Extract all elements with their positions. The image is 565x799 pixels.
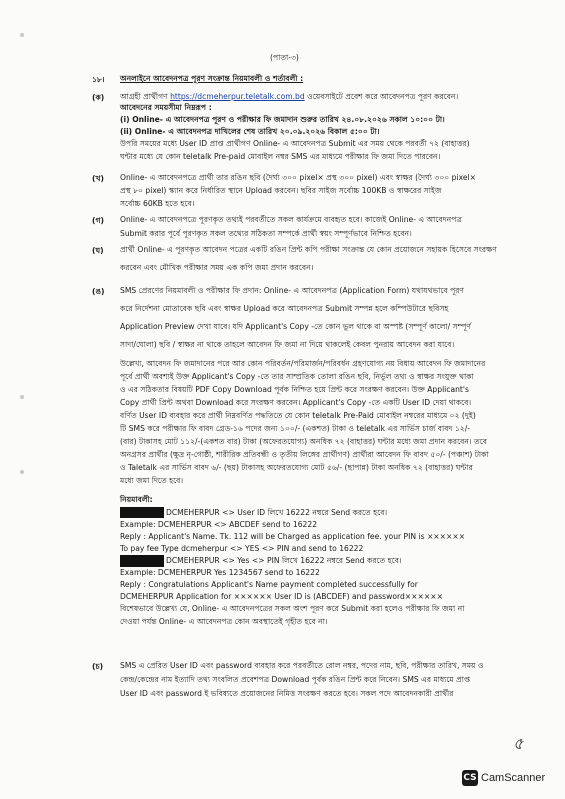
uma-p1-line: করে নির্দেশনা মোতাবেক ছবি এবং স্বাক্ষর Upload করে আবেদনপত্র Submit সম্পন্ন হলে কম্পিউটারে ছবিসহ — [120, 304, 449, 313]
punch-hole — [20, 470, 24, 474]
camscanner-watermark: CamScanner — [481, 772, 546, 784]
uma-p2-line: পূর্বে প্রার্থী অবশ্যই উক্ত Applicant's Copy -তে তার সাম্প্রতিক তোলা রঙিন ছবি, নির্ভুল তথ্য ও স্বাক্ষর সংযুক্ত থাকা — [120, 372, 474, 381]
rule-line: Example: DCMEHERPUR <> ABCDEF send to 16222 — [120, 520, 318, 529]
uma-p1-line: Application Preview দেখা যাবে। যদি Applicant's Copy -তে কোন ভুল থাকে বা অস্পষ্ট (সম্পূর্ণ কালো/ সম্পূর্ণ — [120, 322, 472, 331]
uma-p2-line: Copy প্রার্থী প্রিন্ট অথবা Download করে সংরক্ষণ করবেন। Applicant's Copy -তে একটি User ID দেয়া থাকবে। — [120, 398, 472, 407]
uma-p2-line: টি SMS করে পরীক্ষার ফি বাবদ গ্রেড-১৬ পদের জন্য ১০০/- (একশত) টাকা ও teletalk এর সার্ভিস চার্জ বাবদ ১২/- — [120, 424, 470, 433]
deadline-start: (i) Online- এ আবেদনপত্র পূরণ ও পরীক্ষার ফি জমাদান শুরুর তারিখ ২৪.০৮.২০২৬ সকাল ১০:০০ টা। — [120, 115, 445, 124]
item-label-cha: (চ) — [92, 662, 104, 671]
rule-line: Reply : Applicant's Name. Tk. 112 will be Charged as application fee. your PIN is ×××××× — [120, 532, 466, 541]
ka-line1-post: ওয়েবসাইটে প্রবেশ করে আবেদনপত্র পূরণ করবেন। — [307, 92, 459, 101]
ka-note-line1: উপরি সময়ের মধ্যে User ID প্রাপ্ত প্রার্থীগণ Online- এ আবেদনপত্র Submit এর সময় থেকে পরবর্তী ৭২ (বাহাত্তর) — [120, 139, 470, 148]
rule-line: বিশেষভাবে উল্লেখ্য যে, Online- এ আবেদনপত্রের সকল অংশ পূরণ করে Submit করা হলেও পরীক্ষার ফি জমা না — [120, 604, 465, 613]
rule-line: দেওয়া পর্যন্ত Online- এ আবেদনপত্র কোন অবস্থাতেই গৃহীত হবে না। — [120, 617, 328, 626]
rule-line: Reply : Congratulations Applicant's Name payment completed successfully for — [120, 580, 418, 589]
punch-hole — [20, 395, 24, 399]
cha-line2: কেন্দ্র/কেন্দ্রের নাম ইত্যাদি তথ্য সংবলিত প্রবেশপত্র Download পূর্বক রঙিন প্রিন্ট করে নিবেন। SMS এর মাধ্যমে প্রাপ্ত — [120, 675, 471, 684]
gha-line1: প্রার্থী Online- এ পূরণকৃত আবেদন পত্রের একটি রঙিন প্রিন্ট কপি পরীক্ষা সংক্রান্ত যে কোন প্রয়োজনে সহায়ক হিসেবে সংরক্ষণ — [120, 245, 497, 254]
uma-p2-line: ও Taletalk এর সার্ভিস বাবদ ৬/- (ছয়) টাকাসহ অফেরতযোগ্য মোট ৫৬/- (ছাপান্ন) টাকা অনধিক ৭২ (বাহাত্তর) ঘন্টার — [120, 463, 473, 472]
deadline-end: (ii) Online- এ আবেদনপত্র দাখিলের শেষ তারিখ ২০.০৯.২০২৬ বিকাল ৫:০০ টা। — [120, 127, 380, 136]
item-label-kha: (খ) — [92, 174, 104, 183]
redaction-bar — [120, 507, 164, 518]
punch-hole — [20, 33, 24, 37]
section-number: ১৮। — [92, 75, 105, 84]
redaction-bar — [120, 555, 164, 567]
ga-line1: Online- এ আবেদনপত্রে পূরণকৃত তথ্যই পরবর্তীতে সকল কার্যক্রমে ব্যবহৃত হবে। কাজেই Online- এ আবেদনপত্র — [120, 215, 462, 224]
kha-line3: সর্বোচ্চ 60KB হতে হবে। — [120, 199, 195, 208]
uma-p1-line: SMS প্রেরণের নিয়মাবলী ও পরীক্ষার ফি প্রদান: Online- এ আবেদনপত্র (Application Form) যথাযথভাবে পূরণ — [120, 286, 465, 295]
item-label-uma: (ঙ) — [92, 287, 105, 296]
website-link[interactable]: https://dcmeherpur.teletalk.com.bd — [170, 92, 305, 101]
cha-line3: User ID এবং password ই ভবিষ্যতে প্রয়োজনের নিমিত্ত সংরক্ষণ করতে হবে। সকল পদে আবেদনকারী প্রার্থীর — [120, 689, 454, 698]
kha-line1: Online- এ আবেদনপত্রে প্রার্থী তার রঙিন ছবি (দৈর্ঘ্য ৩০০ pixel× প্রস্থ ৩০০ pixel) এবং স্বাক্ষর (দৈর্ঘ্য ৩০০ pixel× — [120, 173, 476, 182]
handwritten-signature: ৫ — [513, 734, 524, 753]
uma-p1-line: সাদা/ঘোলা) ছবি / স্বাক্ষর না থাকে তাহলে আবেদন ফি জমা না দিয়ে থাকলেই কেবল পুনরায় আবেদন করা যাবে। — [120, 340, 455, 349]
ka-line1 — [120, 92, 458, 101]
gha-line2: করবেন এবং মৌখিক পরীক্ষার সময় এক কপি জমা প্রদান করবেন। — [120, 263, 314, 272]
rule-line: DCMEHERPUR <> Yes <> PIN লিখে 16222 নম্বরে Send করতে হবে। — [166, 556, 402, 565]
uma-p2-line: উল্লেখ্য, আবেদন ফি জমাদানের পরে আর কোন পরিবর্তন/পরিমার্জন/পরিবর্ধন গ্রহণযোগ্য নয় বিধায় আবেদন ফি জমাদানের — [120, 359, 486, 368]
rule-line: To pay fee Type dcmeherpur <> YES <> PIN and send to 16222 — [120, 544, 364, 553]
rule-line: DCMEHERPUR <> User ID লিখে 16222 নম্বরে Send করতে হবে। — [166, 508, 388, 517]
rule-line: DCMEHERPUR Application for ×××××× User ID is (ABCDEF) and password×××××× — [120, 592, 443, 601]
cha-line1: SMS এ প্রেরিত User ID এবং password ব্যবহার করে পরবর্তীতে রোল নম্বর, পদের নাম, ছবি, পরীক্ষার তারিখ, সময় ও — [120, 661, 484, 670]
rules-title: নিয়মাবলী: — [120, 495, 153, 504]
ga-line2: Submit করার পূর্বে পূরণকৃত সকল তথ্যের সঠিকতা সম্পর্কে প্রার্থী স্বয়ং সম্পূর্ণভাবে নিশ্চিত হবেন। — [120, 229, 412, 238]
ka-note-line2: ঘন্টার মধ্যে যে কোন teletalk Pre-paid মোবাইল নম্বর SMS এর মাধ্যমে পরীক্ষার ফি জমা দিতে পারবেন। — [120, 152, 441, 161]
section-title: অনলাইনে আবেদনপত্র পূরণ সংক্রান্ত নিয়মাবলী ও শর্তাবলী : — [120, 74, 304, 83]
page-label: (পাতা-৩) — [270, 53, 299, 62]
uma-p2-line: অনগ্রসর প্রার্থীর (ক্ষুদ্র নৃ-গোষ্ঠী, শারীরিক প্রতিবন্ধী ও তৃতীয় লিঙ্গের প্রার্থীগণ) প্রার্থীরা আবেদন ফি বাবদ ৫০/- (পঞ্চাশ) টাকা — [120, 450, 489, 459]
rule-line: Example: DCMEHERPUR Yes 1234567 send to 16222 — [120, 568, 320, 577]
item-label-ka: (ক) — [92, 93, 105, 102]
ka-line1-pre: আগ্রহী প্রার্থীগণ — [120, 92, 168, 101]
uma-p2-line: ও এর সঠিকতার বিষয়টি PDF Copy Download পূর্বক নিশ্চিত হয়ে প্রিন্ট করে সংরক্ষণ করবেন। উক্ত Applicant's — [120, 385, 469, 394]
item-label-gha: (ঘ) — [92, 246, 104, 255]
uma-p2-line: (বার) টাকাসহ মোট ১১২/-(একশত বার) টাকা (অফেরতযোগ্য) অনধিক ৭২ (বাহাত্তর) ঘন্টার মধ্যে জমা প্রদান করবেন। তবে — [120, 437, 488, 446]
item-label-ga: (গ) — [92, 216, 104, 225]
uma-p2-line: মধ্যে জমা দিতে হবে। — [120, 476, 184, 485]
camscanner-logo-icon: CS — [462, 770, 478, 786]
deadline-title: আবেদনের সময়সীমা নিম্নরূপ : — [120, 103, 212, 112]
kha-line2: প্রস্থ ৮০ pixel) স্ক্যান করে নির্ধারিত স্থানে Upload করবেন। ছবির সাইজ সর্বোচ্চ 100KB ও স্বাক্ষরের সাইজ — [120, 186, 442, 195]
uma-p2-line: বর্ণিত User ID ব্যবহার করে প্রার্থী নিম্নবর্ণিত পদ্ধতিতে যে কোন teletalk Pre-Paid মোবাইল নম্বরের মাধ্যমে ০২ (দুই) — [120, 411, 476, 420]
